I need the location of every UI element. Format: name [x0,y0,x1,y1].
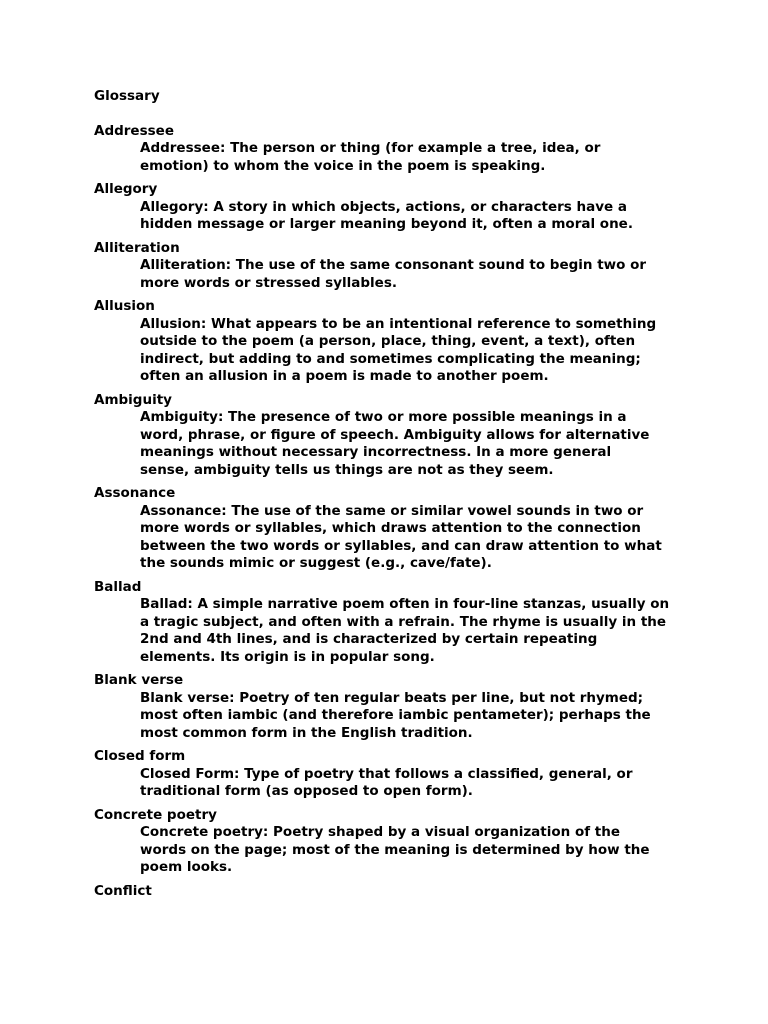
glossary-entry-ambiguity [94,392,704,480]
glossary-term: Allegory [94,181,158,197]
glossary-definition: Assonance: The use of the same or similar vowel sounds in two or more words or syllables, which draws attention to the connection between the two words or syllables, and can draw attention to what the sounds mimic or suggest (e.g., cave/fate). [140,502,662,571]
glossary-definition: Allusion: What appears to be an intentional reference to something outside to the poem (a person, place, thing, event, a text), often indirect, but adding to and sometimes complicating the meaning; often an allusion in a poem is made to another poem. [140,315,657,384]
glossary-definition: Blank verse: Poetry of ten regular beats per line, but not rhymed; most often iambic (and therefore iambic pentameter); perhaps the most common form in the English tradition. [140,689,651,741]
glossary-entry-blank-verse [94,672,704,742]
glossary-term: Addressee [94,122,174,139]
glossary-definition: Alliteration: The use of the same consonant sound to begin two or more words or stressed syllables. [140,257,647,291]
glossary-entry-alliteration [94,240,704,293]
glossary-term: Concrete poetry [94,806,217,823]
glossary-term: Ambiguity [94,391,172,408]
document-page [94,88,704,906]
page-title: Glossary [94,88,160,104]
glossary-definition: Ambiguity: The presence of two or more possible meanings in a word, phrase, or figure of speech. Ambiguity allows for alternative meanings without necessary incorrectness. In a more general sense, ambiguity tells us things are not as they seem. [140,409,650,478]
glossary-term: Conflict [94,882,152,899]
glossary-term: Blank verse [94,672,184,688]
glossary-definition: Addressee: The person or thing (for example a tree, idea, or emotion) to whom the voice in the poem is speaking. [140,140,601,174]
glossary-entry-closed-form [94,748,704,801]
glossary-term: Closed form [94,748,186,764]
glossary-definition: Concrete poetry: Poetry shaped by a visual organization of the words on the page; most of the meaning is determined by how the poem looks. [140,824,650,875]
glossary-term: Ballad [94,578,142,595]
glossary-entry-allusion [94,298,704,386]
glossary-definition: Ballad: A simple narrative poem often in four-line stanzas, usually on a tragic subject, and often with a refrain. The rhyme is usually in the 2nd and 4th lines, and is characterized by certain repeating elements. Its origin is in popular song. [140,596,670,665]
glossary-entry-concrete-poetry [94,807,704,877]
glossary-entry-allegory [94,181,704,234]
glossary-term: Assonance [94,485,176,501]
glossary-definition: Allegory: A story in which objects, actions, or characters have a hidden message or larger meaning beyond it, often a moral one. [140,198,633,232]
glossary-entry-ballad [94,579,704,667]
glossary-definition: Closed Form: Type of poetry that follows a classified, general, or traditional form (as opposed to open form). [140,765,633,799]
glossary-entry-addressee [94,123,704,176]
glossary-term: Allusion [94,298,155,314]
glossary-entry-conflict [94,883,704,901]
glossary-entry-assonance [94,485,704,573]
glossary-term: Alliteration [94,239,180,256]
